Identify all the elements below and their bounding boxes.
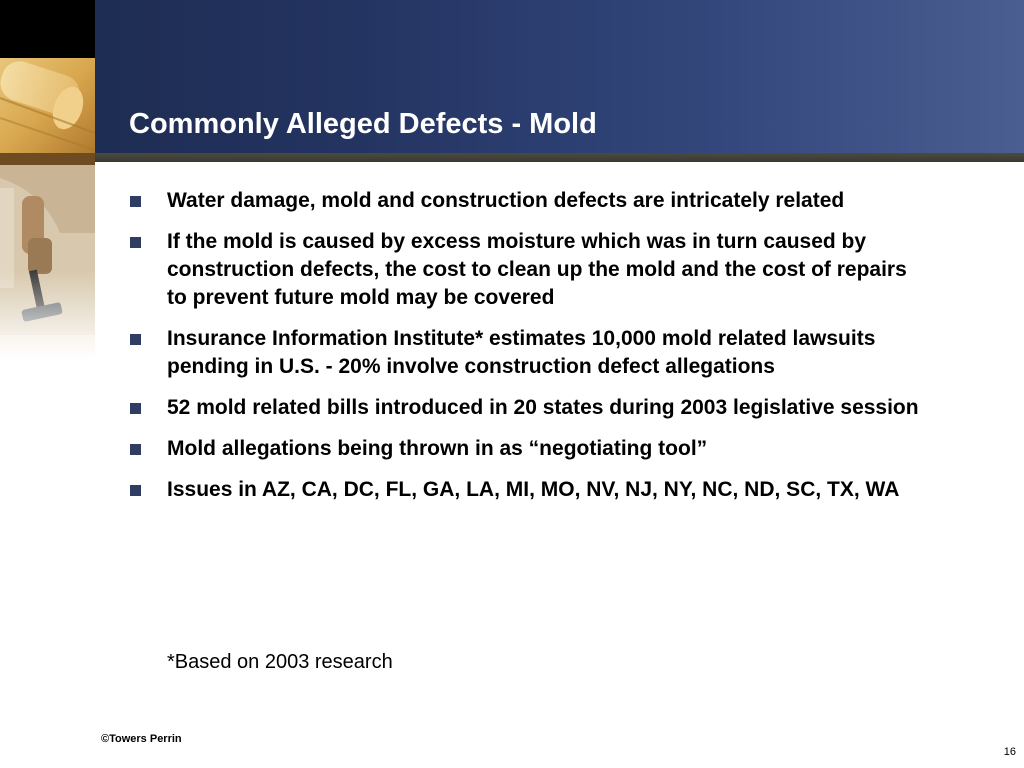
slide-title: Commonly Alleged Defects - Mold — [129, 108, 597, 140]
bullet-item — [130, 325, 930, 381]
bullet-text: 52 mold related bills introduced in 20 states during 2003 legislative session — [167, 396, 919, 419]
square-bullet-icon — [130, 237, 141, 248]
bullet-item — [130, 228, 930, 312]
square-bullet-icon — [130, 403, 141, 414]
square-bullet-icon — [130, 334, 141, 345]
square-bullet-icon — [130, 196, 141, 207]
square-bullet-icon — [130, 444, 141, 455]
photo-fade — [0, 270, 95, 360]
page-number: 16 — [1003, 746, 1016, 758]
bullet-item — [130, 476, 930, 504]
bullet-text: If the mold is caused by excess moisture which was in turn caused by construction defects, the cost to clean up the mold and the cost of repairs to prevent future mold may be covered — [167, 230, 907, 309]
header-divider — [95, 153, 1024, 162]
bullet-item — [130, 394, 930, 422]
bullet-text: Issues in AZ, CA, DC, FL, GA, LA, MI, MO, NV, NJ, NY, NC, ND, SC, TX, WA — [167, 478, 900, 501]
corner-block — [0, 0, 95, 58]
bullet-text: Water damage, mold and construction defects are intricately related — [167, 189, 845, 212]
bullet-list — [130, 187, 930, 517]
square-bullet-icon — [130, 485, 141, 496]
footnote: *Based on 2003 research — [167, 651, 393, 673]
bullet-item — [130, 435, 930, 463]
copyright-text: ©Towers Perrin — [101, 733, 182, 745]
bullet-item — [130, 187, 930, 215]
bullet-text: Mold allegations being thrown in as “negotiating tool” — [167, 437, 708, 460]
bullet-text: Insurance Information Institute* estimates 10,000 mold related lawsuits pending in U.S. - 20% involve construction defect allegations — [167, 327, 876, 378]
